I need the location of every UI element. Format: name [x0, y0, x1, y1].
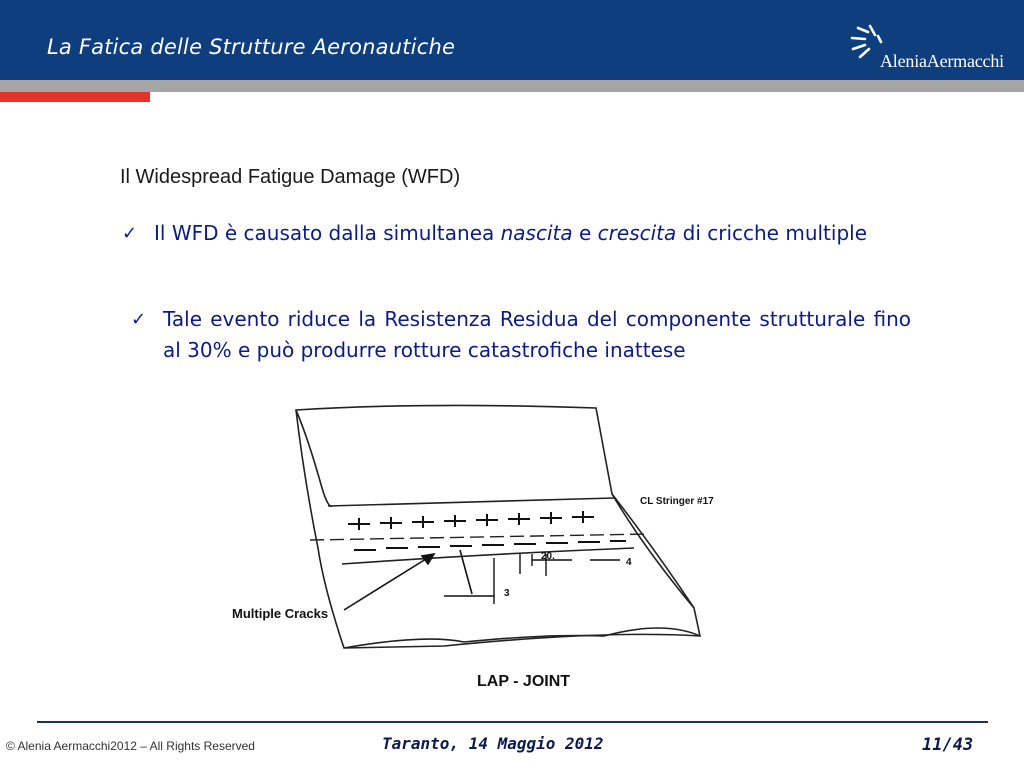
header-red-accent	[0, 92, 150, 102]
lap-joint-upper-line	[328, 498, 614, 506]
checkmark-icon: ✓	[122, 223, 138, 244]
stringer-label: CL Stringer #17	[640, 496, 714, 507]
footer-divider	[37, 721, 988, 723]
page-number: 11/43	[922, 735, 974, 755]
panel-right-edge	[612, 494, 694, 608]
panel-bottom-edge	[344, 628, 700, 648]
rivet-row-middle	[354, 541, 626, 550]
panel-top-edge	[296, 410, 332, 506]
presentation-title: La Fatica delle Strutture Aeronautiche	[47, 35, 456, 59]
multiple-cracks-label: Multiple Cracks	[232, 606, 329, 621]
logo-wordmark: AleniaAermacchi	[880, 51, 1004, 71]
place-date: Taranto, 14 Maggio 2012	[382, 734, 604, 753]
panel-outline	[296, 405, 700, 648]
header-gray-stripe	[0, 80, 1024, 92]
lap-joint-lower-line	[342, 548, 634, 564]
checkmark-icon: ✓	[131, 309, 147, 330]
dimension-label-3: 3	[504, 588, 510, 599]
dimension-label-4: 4	[626, 557, 632, 568]
bullet-text-2: Tale evento riduce la Resistenza Residua del componente strutturale fino al 30% e può produrre rotture catastrofiche inattese	[163, 307, 911, 362]
dimension-label-20: 20.	[541, 551, 555, 562]
bullet-item-2	[131, 304, 911, 366]
copyright-notice: © Alenia Aermacchi2012 – All Rights Reserved	[6, 739, 255, 753]
bullet-item-1	[122, 218, 904, 249]
lap-joint-diagram	[224, 398, 764, 698]
section-title: Il Widespread Fatigue Damage (WFD)	[120, 166, 461, 188]
bullet-text-1: Il WFD è causato dalla simultanea nascita e crescita di cricche multiple	[154, 221, 868, 245]
rivet-row-upper	[348, 511, 594, 530]
stringer-center-line	[310, 534, 650, 540]
figure-caption: LAP - JOINT	[477, 673, 571, 690]
